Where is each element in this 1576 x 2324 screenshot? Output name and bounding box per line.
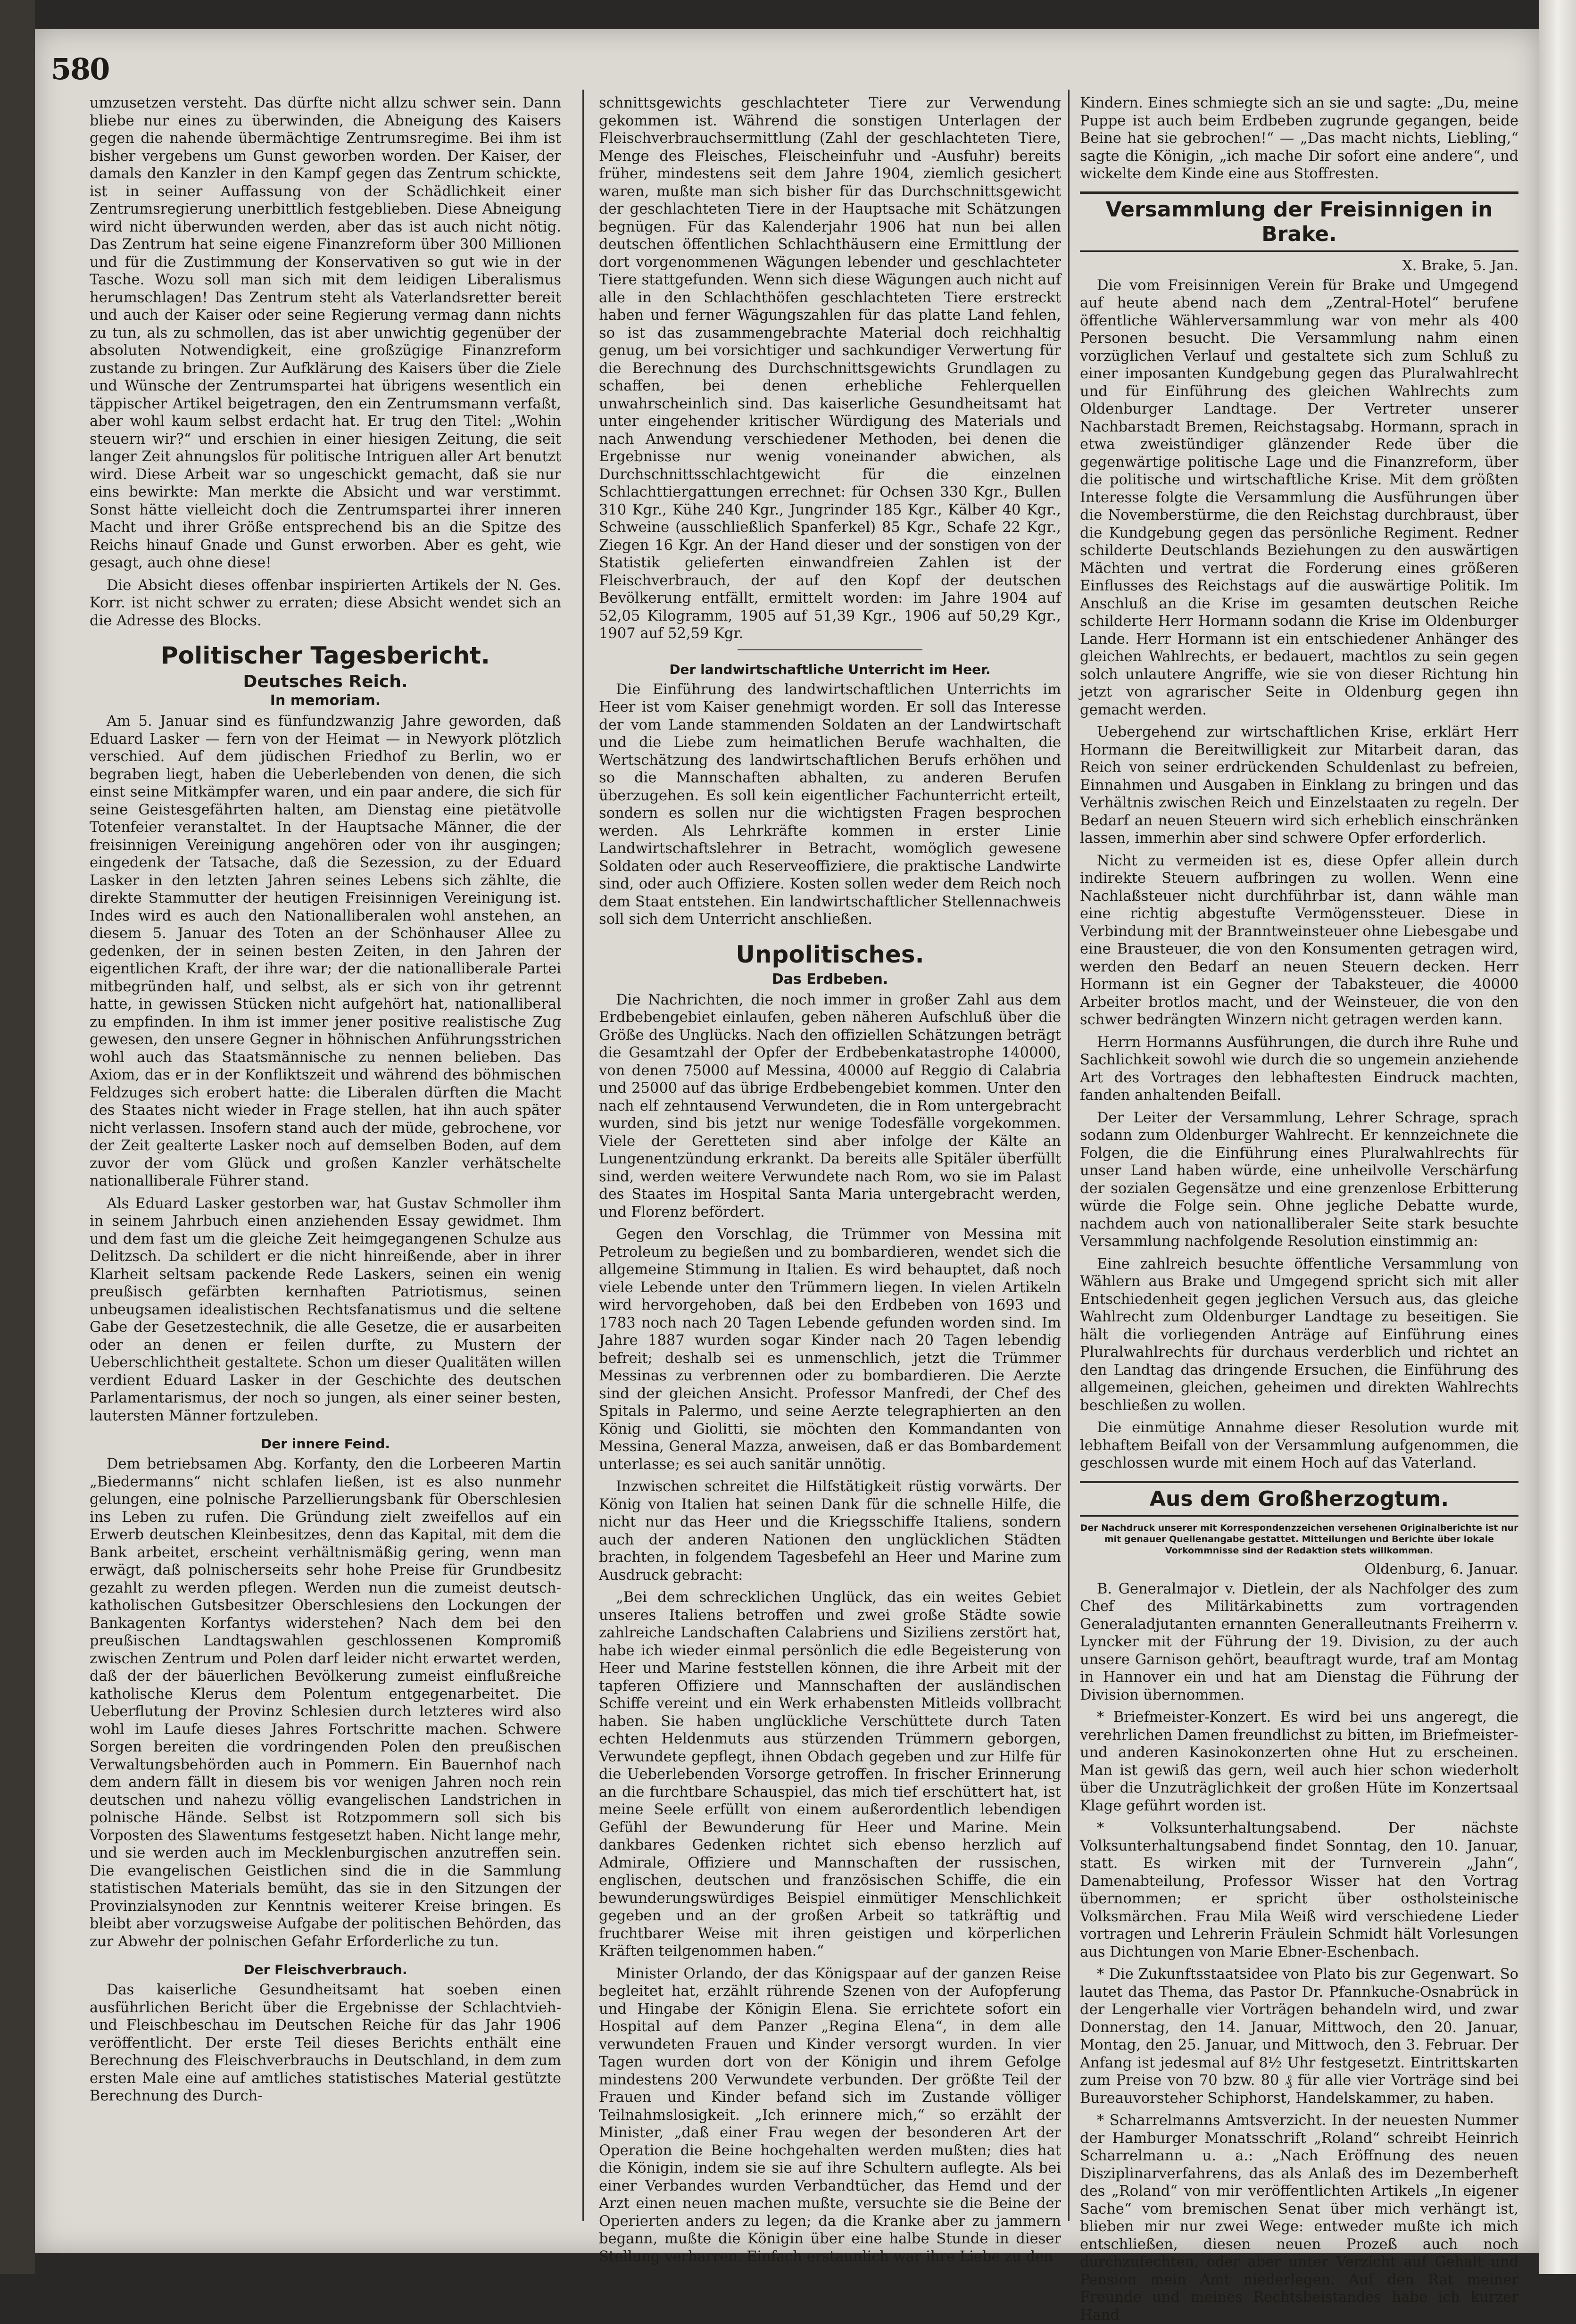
paragraph: Dem betriebsamen Abg. Korfanty, den die Lorbeeren Martin „Biedermanns“ nicht schlafen ließen, ist es also nunmehr gelungen, eine polnische Parzellierungsbank für Oberschlesien ins Leben zu rufen. Die Gründung zielt zweifellos auf ein Erwerb deutschen Kleinbesitzes, denn das Kapital, mit dem die Bank arbeitet, erscheint verhältnismäßig gering, wenn man erwägt, daß polnischerseits sehr hohe Preise für Grundbesitz gezahlt zu werden pflegen. Werden nun die zumeist deutsch-katholischen Gutsbesitzer Oberschlesiens den Lockungen der Bankagenten Korfantys widerstehen? Nach dem bei den preußischen Landtagswahlen geschlossenen Kompromiß zwischen Zentrum und Polen darf leider nicht erwartet werden, daß der der bäuerlichen Bevölkerung zumeist einflußreiche katholische Klerus dem Polentum entgegenarbeitet. Die Ueberflutung der Provinz Schlesien durch letzteres wird also wohl im Laufe dieses Jahres Fortschritte machen. Schwere Sorgen bereiten die vordringenden Polen den preußischen Verwaltungsbehörden auch in Pommern. Ein Bauernhof nach dem andern fällt in diesem bis vor wenigen Jahren noch rein deutschen und nahezu völlig evangelischen Landstrichen in polnische Hände. Selbst ist Rotzpommern soll sich bis Vorposten des Slawentums festgesetzt haben. Nicht lange mehr, und sie werden auch im Mecklenburgischen anzutreffen sein. Die evangelischen Geistlichen sind die in die Sammlung statistischen Materials bemüht, das sie in den Sitzungen der Provinzialsynoden zur Kenntnis weiterer Kreise bringen. Es bleibt aber vorzugsweise Aufgabe der politischen Behörden, das zur Abwehr der polnischen Gefahr Erforderliche zu tun. bbox=[90, 1456, 561, 1950]
paragraph: * Briefmeister-Konzert. Es wird bei uns angeregt, die verehrlichen Damen freundlichst zu bitten, im Briefmeister- und anderen Kasinokonzerten ohne Hut zu erscheinen. Man ist gewiß das gern, weil auch hier schon wiederholt über die Unzuträglichkeit der großen Hüte im Konzertsaal Klage geführt worden ist. bbox=[1080, 1709, 1518, 1814]
paragraph: Uebergehend zur wirtschaftlichen Krise, erklärt Herr Hormann die Bereitwilligkeit zur Mitarbeit daran, das Reich von seiner erdrückenden Schuldenlast zu befreien, Einnahmen und Ausgaben in Einklang zu bringen und das Verhältnis zwischen Reich und Einzelstaaten zu regeln. Der Bedarf an neuen Steuern wird sich erheblich einschränken lassen, immerhin aber sind schwere Opfer erforderlich. bbox=[1080, 724, 1518, 847]
paragraph: Das kaiserliche Gesundheitsamt hat soeben einen ausführlichen Bericht über die Ergebnisse der Schlachtvieh- und Fleischbeschau im Deutschen Reiche für das Jahr 1906 veröffentlicht. Der erste Teil dieses Berichts enthält eine Berechnung des Fleischverbrauchs in Deutschland, in dem zum ersten Male eine auf amtliches statistisches Material gestützte Berechnung des Durch- bbox=[90, 1982, 561, 2104]
paragraph: Eine zahlreich besuchte öffentliche Versammlung von Wählern aus Brake und Umgegend spricht sich mit aller Entschiedenheit gegen jeglichen Versuch aus, das gleiche Wahlrecht zum Oldenburger Landtage zu beseitigen. Sie hält die vorliegenden Anträge auf Einführung eines Pluralwahlrechts für durchaus verderblich und richtet an den Landtag das dringende Ersuchen, die Einführung des allgemeinen, gleichen, geheimen und direkten Wahlrechts beschließen zu wollen. bbox=[1080, 1255, 1518, 1414]
paragraph: Minister Orlando, der das Königspaar auf der ganzen Reise begleitet hat, erzählt rührende Szenen von der Aufopferung und Hingabe der Königin Elena. Sie errichtete sofort ein Hospital auf dem Panzer „Regina Elena“, in dem alle verwundeten Frauen und Kinder versorgt wurden. In vier Tagen wurden dort von der Königin und ihrem Gefolge mindestens 200 Verwundete verbunden. Der größte Teil der Frauen und Kinder befand sich im Zustande völliger Teilnahmslosigkeit. „Ich erinnere mich,“ so erzählt der Minister, „daß einer Frau wegen der besonderen Art der Operation die Beine hochgehalten werden mußten; dies hat die Königin, indem sie sie auf ihre Schultern auflegte. Als bei einer Verbandes wurden Verbandtücher, das Hemd und der Arzt einen neuen machen mußte, versuchte sie die Beine der Operierten anders zu legen; da die Kranke aber zu jammern begann, mußte die Königin über eine halbe Stunde in dieser Stellung verharren. Einfach erstaunlich war ihre Liebe zu den bbox=[599, 1965, 1061, 2265]
column-rule-2 bbox=[1068, 90, 1070, 2221]
paragraph: Herrn Hormanns Ausführungen, die durch ihre Ruhe und Sachlichkeit sowohl wie durch die so ungemein anziehende Art des Vortrages den lebhaftesten Eindruck machten, fanden anhaltenden Beifall. bbox=[1080, 1034, 1518, 1104]
column-rule-1 bbox=[582, 90, 584, 2221]
article-title-fleischverbrauch: Der Fleischverbrauch. bbox=[243, 1962, 407, 1977]
section-title-politischer-tagesbericht: Politischer Tagesbericht. bbox=[161, 642, 490, 669]
article-title-versammlung-brake: Versammlung der Freisinnigen in Brake. bbox=[1080, 191, 1518, 252]
dateline: X. Brake, 5. Jan. bbox=[1402, 257, 1518, 274]
paragraph: Der Leiter der Versammlung, Lehrer Schrage, sprach sodann zum Oldenburger Wahlrecht. Er kennzeichnete die Folgen, die die Einführung eines Pluralwahlrechts für unser Land haben würde, eine unheilvolle Verschärfung der sozialen Gegensätze und eine grenzenlose Erbitterung würde die Folge sein. Ohne jegliche Debatte wurde, nachdem auch von nationalliberaler Seite stark besuchte Versammlung nachfolgende Resolution einstimmig an: bbox=[1080, 1109, 1518, 1250]
section-title-unpolitisches: Unpolitisches. bbox=[736, 940, 924, 968]
paragraph: umzusetzen versteht. Das dürfte nicht allzu schwer sein. Dann bliebe nur eines zu überwinden, die Abneigung des Kaisers gegen die nahende übermächtige Zentrumsregime. Bei ihm ist bisher vergebens um Gunst geworben worden. Der Kaiser, der damals den Kanzler in den Kampf gegen das Zentrum schickte, ist in seiner Auffassung von der Schädlichkeit einer Zentrumsregierung unerbittlich festgeblieben. Diese Abneigung wird nicht überwunden werden, aber das ist auch nicht nötig. Das Zentrum hat seine eigene Finanzreform über 300 Millionen und für die Zustimmung der Konservativen so gut wie in der Tasche. Wozu soll man sich mit dem leidigen Liberalismus herumschlagen! Das Zentrum steht als Vaterlandsretter bereit und auch der Kaiser oder seine Regierung vermag dann nichts zu tun, als zu schmollen, das ist aber unwichtig gegenüber der absoluten Notwendigkeit, eine großzügige Finanzreform zustande zu bringen. Zur Aufklärung des Kaisers über die Ziele und Wünsche der Zentrumspartei hat übrigens wesentlich ein täppischer Artikel beigetragen, den ein Zentrumsmann verfaßt, aber wohl kaum selbst erdacht hat. Er trug den Titel: „Wohin steuern wir?“ und erschien in einer hiesigen Zeitung, die seit langer Zeit ahnungslos für politische Intriguen aller Art benutzt wird. Diese Arbeit war so ungeschickt gemacht, daß sie nur eins bewirkte: Man merkte die Absicht und war verstimmt. Sonst hätte vielleicht doch die Zentrumspartei ihrer inneren Macht und ihrer Größe entsprechend bis an die Spitze des Reichs hinauf Gnade und Gunst erworben. Aber es geht, wie gesagt, auch ohne diese! bbox=[90, 95, 561, 571]
paragraph: Kindern. Eines schmiegte sich an sie und sagte: „Du, meine Puppe ist auch beim Erdbeben zugrunde gegangen, beide Beine hat sie gebrochen!“ — „Das macht nichts, Liebling,“ sagte die Königin, „ich mache Dir sofort eine andere“, und wickelte dem Kinde eine aus Stoffresten. bbox=[1080, 95, 1518, 182]
paragraph: * Volksunterhaltungsabend. Der nächste Volksunterhaltungsabend findet Sonntag, den 10. Januar, statt. Es wirken mit der Turnverein „Jahn“, Damenabteilung, Professor Wisser hat den Vortrag übernommen; er spricht über ostholsteinische Volksmärchen. Frau Mila Weiß wird verschiedene Lieder vortragen und Lehrerin Fräulein Schmidt hält Vorlesungen aus Dichtungen von Marie Ebner-Eschenbach. bbox=[1080, 1820, 1518, 1960]
article-title-landwirtschaftlicher-unterricht: Der landwirtschaftliche Unterricht im Heer. bbox=[669, 661, 991, 677]
scan-right-strip bbox=[1539, 0, 1576, 2274]
paragraph: schnittsgewichts geschlachteter Tiere zur Verwendung gekommen ist. Während die sonstigen Unterlagen der Fleischverbrauchsermittlung (Zahl der geschlachteten Tiere, Menge des Fleisches, Fleischeinfuhr und -Ausfuhr) bereits früher, mindestens seit dem Jahre 1904, ziemlich gesichert waren, mußte man sich bisher für das Durchschnittsgewicht der geschlachteten Tiere in der Hauptsache mit Schätzungen begnügen. Für das Kalenderjahr 1906 hat nun bei allen deutschen öffentlichen Schlachthäusern eine Ermittlung der dort vorgenommenen Wägungen lebender und geschlachteter Tiere stattgefunden. Wenn sich diese Wägungen auch nicht auf alle in den Schlachthöfen geschlachteten Tiere erstreckt haben und ferner Wägungszahlen für das platte Land fehlen, so ist das zusammengebrachte Material doch reichhaltig genug, um bei vorsichtiger und sachkundiger Verwertung für die Berechnung des Durchschnittsgewichts Grundlagen zu schaffen, bei denen erhebliche Fehlerquellen unwahrscheinlich sind. Das kaiserliche Gesundheitsamt hat unter eingehender kritischer Würdigung des Materials und nach Anwendung verschiedener Methoden, bei denen die Ergebnisse nur wenig voneinander abwichen, als Durchschnittsschlachtgewicht für die einzelnen Schlachttiergattungen errechnet: für Ochsen 330 Kgr., Bullen 310 Kgr., Kühe 240 Kgr., Jungrinder 185 Kgr., Kälber 40 Kgr., Schweine (ausschließlich Spanferkel) 85 Kgr., Schafe 22 Kgr., Ziegen 16 Kgr. An der Hand dieser und der sonstigen von der Statistik gelieferten einwandfreien Zahlen ist der Fleischverbrauch, der auf den Kopf der deutschen Bevölkerung entfällt, ermittelt worden: im Jahre 1904 auf 52,05 Kilogramm, 1905 auf 51,39 Kgr., 1906 auf 50,29 Kgr., 1907 auf 52,59 Kgr. bbox=[599, 95, 1061, 642]
paragraph: Gegen den Vorschlag, die Trümmer von Messina mit Petroleum zu begießen und zu bombardieren, wendet sich die allgemeine Stimmung in Italien. Es wird behauptet, daß noch viele Lebende unter den Trümmern liegen. In vielen Artikeln wird hervorgehoben, daß bei den Erdbeben von 1693 und 1783 noch nach 20 Tagen Lebende gefunden worden sind. Im Jahre 1887 wurden sogar Kinder nach 20 Tagen lebendig befreit; deshalb sei es unmenschlich, jetzt die Trümmer Messinas zu verbrennen oder zu bombardieren. Die Aerzte sind der gleichen Ansicht. Professor Manfredi, der Chef des Spitals in Palermo, und seine Aerzte telegraphierten an den König und Giolitti, sie möchten den Kommandanten von Messina, General Mazza, anweisen, daß er das Bombardement unterlasse; es sei auch sanitär unnötig. bbox=[599, 1226, 1061, 1473]
dateline: Oldenburg, 6. Januar. bbox=[1364, 1560, 1518, 1577]
section-title-grossherzogtum: Aus dem Großherzogtum. bbox=[1080, 1481, 1518, 1517]
article-title-innere-feind: Der innere Feind. bbox=[261, 1436, 390, 1452]
paragraph: Die vom Freisinnigen Verein für Brake und Umgegend auf heute abend nach dem „Zentral-Hotel“ berufene öffentliche Wählerversammlung war von mehr als 400 Personen besucht. Die Versammlung nahm einen vorzüglichen Verlauf und gestaltete sich zum Schluß zu einer imposanten Kundgebung gegen das Pluralwahlrecht und für Einführung des gleichen Wahlrechts zum Oldenburger Landtage. Der Vertreter unserer Nachbarstadt Bremen, Reichstagsabg. Hormann, sprach in etwa zweistündiger glänzender Rede über die gegenwärtige politische Lage und die Finanzreform, über die politische und wirtschaftliche Krise. Mit dem größten Interesse folgte die Versammlung die Ausführungen über die Novemberstürme, die den Reichstag durchbraust, über die Kundgebung gegen das persönliche Regiment. Redner schilderte Deutschlands Beziehungen zu den auswärtigen Mächten und vertrat die Forderung eines größeren Einflusses des Reichstags auf die auswärtige Politik. Im Anschluß an die Krise im gesamten deutschen Reiche schilderte Herr Hormann sodann die Krise im Oldenburger Lande. Herr Hormann ist ein entschiedener Anhänger des gleichen Wahlrechts, er bedauert, machtlos zu sein gegen solch unlautere Angriffe, wie sie von dieser Richtung hin jetzt von agrarischer Seite in Oldenburg gegen ihn gemacht werden. bbox=[1080, 277, 1518, 718]
column-1 bbox=[90, 94, 561, 2216]
article-title-erdbeben: Das Erdbeben. bbox=[771, 971, 888, 988]
paragraph: Die Einführung des landwirtschaftlichen Unterrichts im Heer ist vom Kaiser genehmigt worden. Er soll das Interesse der vom Lande stammenden Soldaten an der Landwirtschaft und die Liebe zum heimatlichen Berufe wachhalten, die Wertschätzung des landwirtschaftlichen Berufs erhöhen und so die Mannschaften abhalten, zu anderen Berufen überzugehen. Es soll kein eigentlicher Fachunterricht erteilt, sondern es sollen nur die wichtigsten Fragen besprochen werden. Als Lehrkräfte kommen in erster Linie Landwirtschaftslehrer in Betracht, womöglich gewesene Soldaten oder auch Reserveoffiziere, die praktische Landwirte sind, oder auch Offiziere. Kosten sollen weder dem Reich noch dem Staat entstehen. Ein landwirtschaftlicher Stellennachweis soll sich dem Unterricht anschließen. bbox=[599, 681, 1061, 928]
paragraph: Nicht zu vermeiden ist es, diese Opfer allein durch indirekte Steuern aufbringen zu wollen. Wenn eine Nachlaßsteuer nicht durchführbar ist, dann wähle man eine richtig abgestufte Vermögenssteuer. Diese in Verbindung mit der Branntweinsteuer ohne Liebesgabe und eine Brausteuer, die von den Konsumenten getragen wird, werden den Bedarf an neuen Steuern decken. Herr Hormann ist ein Gegner der Tabaksteuer, die 40000 Arbeiter brotlos macht, und der Weinsteuer, die von den schwer bedrängten Winzern nicht getragen werden kann. bbox=[1080, 852, 1518, 1028]
paragraph: B. Generalmajor v. Dietlein, der als Nachfolger des zum Chef des Militärkabinetts zum vortragenden Generaladjutanten ernannten Generalleutnants Freiherrn v. Lyncker mit der Führung der 19. Division, zu der auch unsere Garnison gehört, beauftragt wurde, traf am Montag in Hannover ein und hat am Dienstag die Führung der Division übernommen. bbox=[1080, 1580, 1518, 1703]
paragraph: „Bei dem schrecklichen Unglück, das ein weites Gebiet unseres Italiens betroffen und zwei große Städte sowie zahlreiche Landschaften Calabriens und Siziliens zerstört hat, habe ich wieder einmal persönlich die edle Begeisterung von Heer und Marine feststellen können, die ihre Arbeit mit der tapferen Offiziere und Mannschaften der ausländischen Schiffe vereint und ein Werk erhabensten Mitleids vollbracht haben. Sie haben unglückliche Verschüttete durch Taten echten Heldenmuts aus stürzenden Trümmern geborgen, Verwundete gepflegt, ihnen Obdach gegeben und zur Hilfe für die Ueberlebenden Vorsorge getroffen. In frischer Erinnerung an die furchtbare Schauspiel, das mich tief erschüttert hat, ist meine Seele erfüllt von einem außerordentlich lebendigen Gefühl der Bewunderung für Heer und Marine. Mein dankbares Gedenken richtet sich ebenso herzlich auf Admirale, Offiziere und Mannschaften der russischen, englischen, deutschen und französischen Schiffe, die ein bewunderungswürdiges Beispiel einmütiger Menschlichkeit gegeben und an der großen Arbeit so tatkräftig und fruchtbarer Weise mit ihren geistigen und körperlichen Kräften teilgenommen haben.“ bbox=[599, 1589, 1061, 1959]
paragraph: * Die Zukunftsstaatsidee von Plato bis zur Gegenwart. So lautet das Thema, das Pastor Dr. Pfannkuche-Osnabrück in der Lengerhalle vier Vorträgen behandeln wird, und zwar Donnerstag, den 14. Januar, Mittwoch, den 20. Januar, Montag, den 25. Januar, und Mittwoch, den 3. Februar. Der Anfang ist jedesmal auf 8½ Uhr festgesetzt. Eintrittskarten zum Preise von 70 bzw. 80 ₰ für alle vier Vorträge sind bei Bureauvorsteher Schiphorst, Handelskammer, zu haben. bbox=[1080, 1966, 1518, 2107]
paragraph: Am 5. Januar sind es fünfundzwanzig Jahre geworden, daß Eduard Lasker — fern von der Heimat — in Newyork plötzlich verschied. Auf dem jüdischen Friedhof zu Berlin, wo er begraben liegt, haben die Ueberlebenden von denen, die sich einst seine Mitkämpfer waren, und ein paar andere, die sich für seine Geistesgefährten halten, am Dienstag eine pietätvolle Totenfeier veranstaltet. In der Hauptsache Männer, die der freisinnigen Vereinigung angehören oder von ihr ausgingen; eingedenk der Tatsache, daß die Sezession, zu der Eduard Lasker in den letzten Jahren seines Lebens sich zählte, die direkte Stammutter der heutigen Freisinnigen Vereinigung ist. Indes wird es auch den Nationalliberalen wohl anstehen, an diesem 5. Januar des Toten an der Schönhauser Allee zu gedenken, der in seinen besten Zeiten, in den Jahren der eigentlichen Kraft, der ihre war; der die nationalliberale Partei mitbegründen half, und selbst, als er sich von ihr getrennt hatte, in gewissen Stücken nicht aufgehört hat, nationalliberal zu empfinden. In ihm ist immer jener positive realistische Zug gewesen, den unsere Gegner in höhnischen Anführungsstrichen wohl auch das Staatsmännische zu nennen belieben. Das Axiom, das er in der Konfliktszeit und während des böhmischen Feldzuges sich erobert hatte: die Liberalen dürften die Macht des Staates nicht wieder in Frage stellen, hat ihn auch später nicht verlassen. Insofern stand auch der müde, gebrochene, vor der Zeit gealterte Lasker noch auf demselben Boden, auf dem zuvor der vom Glück und großen Kanzler verhätschelte nationalliberale Führer stand. bbox=[90, 713, 561, 1189]
paragraph: * Scharrelmanns Amtsverzicht. In der neuesten Nummer der Hamburger Monatsschrift „Roland“ schreibt Heinrich Scharrelmann u. a.: „Nach Eröffnung des neuen Disziplinarverfahrens, das als Anlaß des im Dezemberheft des „Roland“ von mir veröffentlichten Artikels „In eigener Sache“ vom bremischen Senat über mich verhängt ist, blieben mir nur zwei Wege: entweder mußte ich mich entschließen, diesen neuen Prozeß auch noch durchzufechten, oder aber unter Verzicht auf Gehalt und Pension mein Amt niederlegen. Auf den Rat meiner Freunde und meines Rechtsbeistandes habe ich kurzer Hand bbox=[1080, 2112, 1518, 2324]
page-number: 580 bbox=[51, 52, 109, 86]
column-2 bbox=[599, 94, 1061, 2265]
divider bbox=[738, 649, 922, 650]
paragraph: Die Nachrichten, die noch immer in großer Zahl aus dem Erdbebengebiet einlaufen, geben näheren Aufschluß über die Größe des Unglücks. Nach den offiziellen Schätzungen beträgt die Gesamtzahl der Opfer der Erdbebenkatastrophe 140000, von denen 75000 auf Messina, 40000 auf Reggio di Calabria und 25000 auf das übrige Erdbebengebiet kommen. Unter den nach elf zehntausend Verwundeten, die in Rom untergebracht wurden, sind bis jetzt nur wenige Todesfälle vorgekommen. Viele der Geretteten sind aber infolge der Kälte an Lungenentzündung erkrankt. Da bereits alle Spitäler überfüllt sind, werden weitere Verwundete nach Rom, wo sie im Palast des Staates im Hospital Santa Maria untergebracht werden, und Florenz befördert. bbox=[599, 991, 1061, 1220]
paragraph: Die einmütige Annahme dieser Resolution wurde mit lebhaftem Beifall von der Versammlung aufgenommen, die geschlossen wurde mit einem Hoch auf das Vaterland. bbox=[1080, 1419, 1518, 1471]
paragraph: Die Absicht dieses offenbar inspirierten Artikels der N. Ges. Korr. ist nicht schwer zu erraten; diese Absicht wendet sich an die Adresse des Blocks. bbox=[90, 577, 561, 629]
paragraph: Inzwischen schreitet die Hilfstätigkeit rüstig vorwärts. Der König von Italien hat seinen Dank für die schnelle Hilfe, die nicht nur das Heer und die Kriegsschiffe Italiens, sondern auch der anderen Nationen den unglücklichen Städten brachten, in folgendem Tagesbefehl an Heer und Marine zum Ausdruck gebracht: bbox=[599, 1478, 1061, 1584]
reprint-notice: Der Nachdruck unserer mit Korrespondenzzeichen versehenen Originalberichte ist nur mit genauer Quellenangabe gestattet. Mitteilungen und Berichte über lokale Vorkommnisse sind der Redaktion stets willkommen. bbox=[1080, 1522, 1518, 1556]
section-subtitle-deutsches-reich: Deutsches Reich. bbox=[243, 672, 408, 691]
column-3 bbox=[1080, 94, 1518, 2324]
article-title-in-memoriam: In memoriam. bbox=[270, 692, 381, 709]
paragraph: Als Eduard Lasker gestorben war, hat Gustav Schmoller ihm in seinem Jahrbuch einen anziehenden Essay gewidmet. Ihm und dem fast um die gleiche Zeit heimgegangenen Schulze aus Delitzsch. Da schildert er die nicht hinreißende, aber in ihrer Klarheit seltsam packende Rede Laskers, seinen ein wenig preußisch gefärbten kernhaften Patriotismus, seinen unbeugsamen idealistischen Rechtsfanatismus und die seltene Gabe der Gesetzestechnik, die alle Gesetze, die er ausarbeiten oder an denen er feilen durfte, zu Mustern der Ueberschlichtheit gestaltete. Schon um dieser Qualitäten willen verdient Eduard Lasker in der Geschichte des deutschen Parlamentarismus, der noch so jungen, als einer seiner besten, lautersten Männer fortzuleben. bbox=[90, 1195, 561, 1424]
scan-left-strip bbox=[0, 0, 35, 2274]
